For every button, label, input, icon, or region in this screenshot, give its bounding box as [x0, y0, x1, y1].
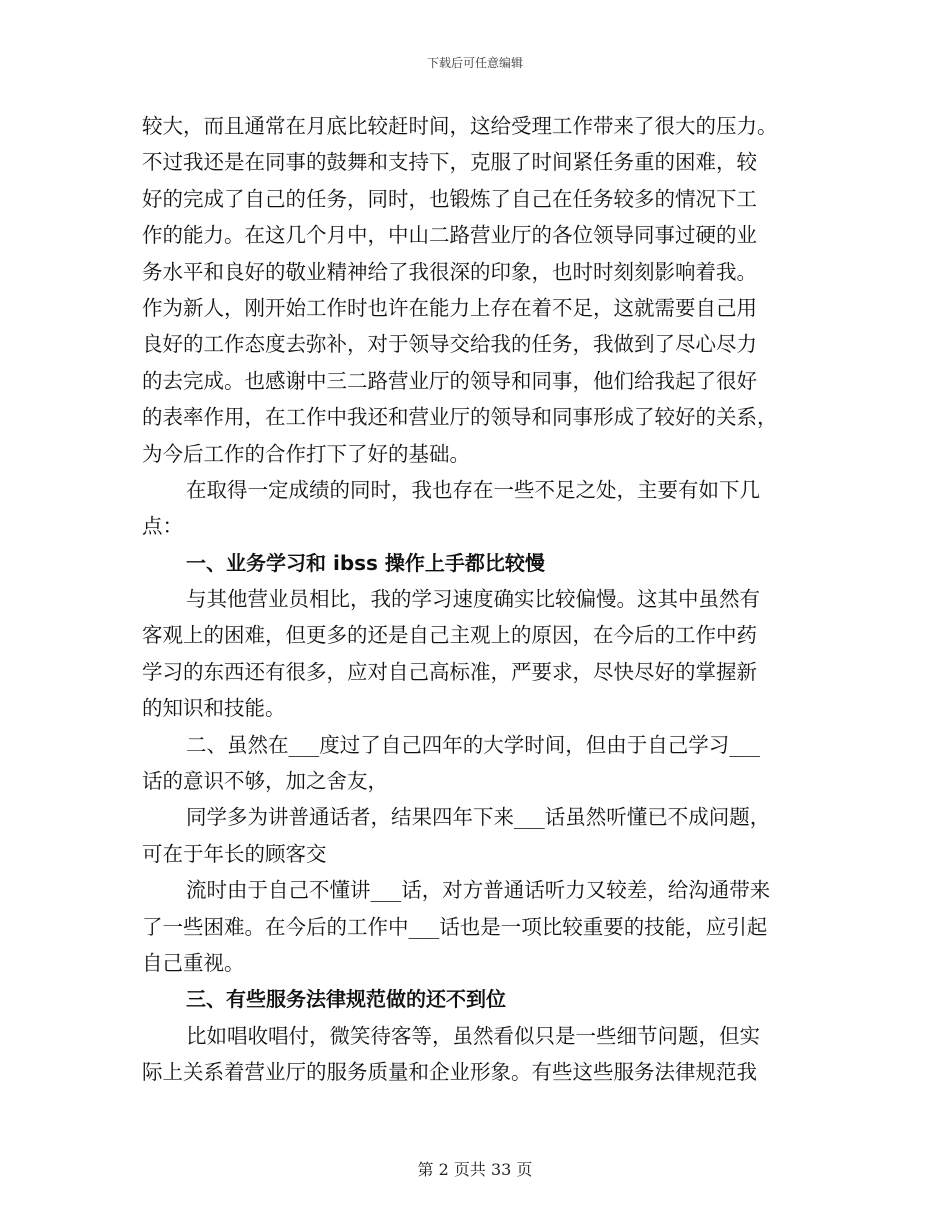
paragraph-line: 好的完成了自己的任务，同时，也锻炼了自己在任务较多的情况下工 [142, 186, 757, 211]
paragraph-line: 际上关系着营业厅的服务质量和企业形象。有些这些服务法律规范我 [142, 1060, 757, 1085]
paragraph-line: 流时由于自己不懂讲___话，对方普通话听力又较差，给沟通带来 [186, 878, 771, 903]
paragraph-line: 的表率作用，在工作中我还和营业厅的领导和同事形成了较好的关系， [142, 405, 778, 430]
section-heading: 一、业务学习和 ibss 操作上手都比较慢 [186, 550, 545, 575]
document-body [142, 108, 810, 1091]
paragraph-line: 比如唱收唱付，微笑待客等，虽然看似只是一些细节问题，但实 [186, 1023, 760, 1048]
paragraph-line: 客观上的困难，但更多的还是自己主观上的原因，在今后的工作中药 [142, 623, 757, 648]
paragraph-line: 话的意识不够，加之舍友， [142, 769, 388, 794]
paragraph-line: 作为新人，刚开始工作时也许在能力上存在着不足，这就需要自己用 [142, 295, 757, 320]
paragraph-line: 为今后工作的合作打下了好的基础。 [142, 441, 470, 466]
page-number-footer: 第 2 页共 33 页 [417, 1160, 533, 1179]
paragraph-line: 点： [142, 514, 183, 539]
paragraph-line: 的知识和技能。 [142, 696, 286, 721]
paragraph-line: 不过我还是在同事的鼓舞和支持下，克服了时间紧任务重的困难，较 [142, 150, 757, 175]
paragraph-line: 学习的东西还有很多，应对自己高标准，严要求，尽快尽好的掌握新 [142, 659, 757, 684]
paragraph-line: 自己重视。 [142, 950, 245, 975]
paragraph-line: 可在于年长的顾客交 [142, 841, 327, 866]
section-heading: 三、有些服务法律规范做的还不到位 [186, 987, 506, 1012]
paragraph-line: 较大，而且通常在月底比较赶时间，这给受理工作带来了很大的压力。 [142, 114, 778, 138]
paragraph-line: 作的能力。在这几个月中，中山二路营业厅的各位领导同事过硬的业 [142, 223, 757, 248]
paragraph-line: 了一些困难。在今后的工作中___话也是一项比较重要的技能，应引起 [142, 914, 768, 939]
paragraph-line: 与其他营业员相比，我的学习速度确实比较偏慢。这其中虽然有 [186, 587, 760, 612]
paragraph-line: 务水平和良好的敬业精神给了我很深的印象，也时时刻刻影响着我。 [142, 259, 757, 284]
paragraph-line: 良好的工作态度去弥补，对于领导交给我的任务，我做到了尽心尽力 [142, 332, 757, 357]
page-header-note: 下载后可任意编辑 [426, 56, 523, 70]
paragraph-line: 在取得一定成绩的同时，我也存在一些不足之处，主要有如下几 [186, 477, 760, 502]
paragraph-line: 同学多为讲普通话者，结果四年下来___话虽然听懂已不成问题， [186, 805, 771, 830]
paragraph-line: 二、虽然在___度过了自己四年的大学时间，但由于自己学习___ [186, 732, 760, 757]
paragraph-line: 的去完成。也感谢中三二路营业厅的领导和同事，他们给我起了很好 [142, 368, 757, 393]
